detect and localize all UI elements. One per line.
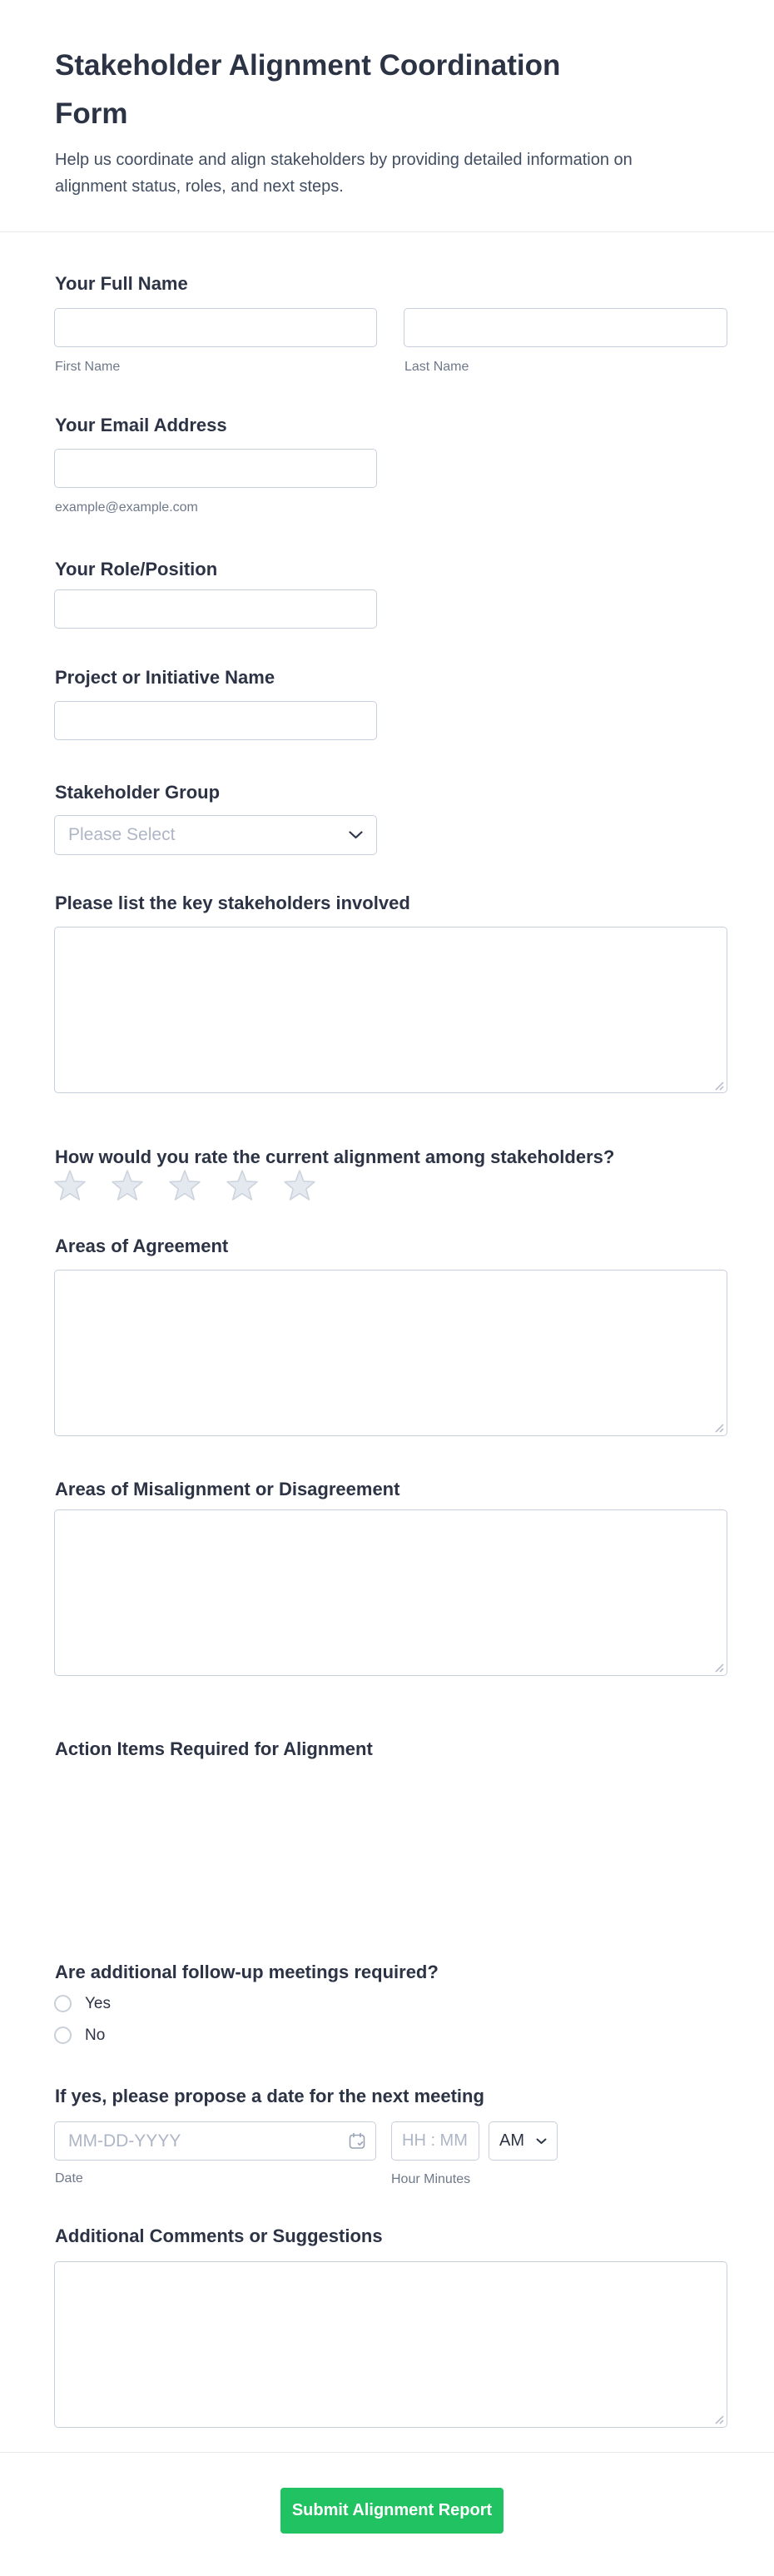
chevron-down-icon bbox=[349, 831, 363, 839]
followup-no-radio[interactable] bbox=[54, 2026, 72, 2044]
form-title-line1: Stakeholder Alignment Coordination bbox=[55, 49, 561, 82]
last-name-input[interactable] bbox=[404, 308, 727, 347]
role-input[interactable] bbox=[54, 589, 377, 629]
date-sublabel: Date bbox=[55, 2171, 83, 2186]
areas-misalignment-textarea[interactable] bbox=[54, 1509, 727, 1676]
stakeholder-group-select[interactable] bbox=[54, 815, 377, 855]
followup-yes-label[interactable]: Yes bbox=[85, 1995, 111, 2012]
comments-textarea[interactable] bbox=[54, 2261, 727, 2428]
form-title bbox=[55, 42, 560, 138]
followup-label: Are additional follow-up meetings required? bbox=[55, 1962, 439, 1982]
ampm-select[interactable] bbox=[489, 2121, 558, 2161]
form-subtitle bbox=[55, 147, 633, 200]
role-label: Your Role/Position bbox=[55, 559, 218, 579]
form-subtitle-line1: Help us coordinate and align stakeholders by providing detailed information on bbox=[55, 151, 633, 169]
first-name-input[interactable] bbox=[54, 308, 377, 347]
meeting-time-input[interactable] bbox=[391, 2121, 479, 2161]
full-name-label: Your Full Name bbox=[55, 273, 188, 294]
next-meeting-label: If yes, please propose a date for the next meeting bbox=[55, 2086, 484, 2106]
star-icon[interactable] bbox=[168, 1168, 201, 1203]
time-sublabel: Hour Minutes bbox=[391, 2172, 471, 2186]
areas-agreement-textarea[interactable] bbox=[54, 1270, 727, 1436]
form-title-line2: Form bbox=[55, 97, 128, 130]
areas-misalignment-label: Areas of Misalignment or Disagreement bbox=[55, 1479, 400, 1499]
star-icon[interactable] bbox=[53, 1168, 87, 1203]
stakeholder-group-select-value: Please Select bbox=[68, 825, 176, 844]
email-input[interactable] bbox=[54, 449, 377, 488]
action-items-empty-area bbox=[54, 1769, 727, 1948]
project-input[interactable] bbox=[54, 701, 377, 740]
followup-no-label[interactable]: No bbox=[85, 2026, 106, 2044]
header-divider bbox=[0, 231, 774, 232]
areas-agreement-label: Areas of Agreement bbox=[55, 1236, 229, 1256]
ampm-select-value: AM bbox=[499, 2131, 524, 2150]
submit-button[interactable]: Submit Alignment Report bbox=[280, 2488, 504, 2534]
action-items-label: Action Items Required for Alignment bbox=[55, 1738, 373, 1759]
last-name-sublabel: Last Name bbox=[404, 360, 469, 374]
comments-label: Additional Comments or Suggestions bbox=[55, 2225, 383, 2246]
email-label: Your Email Address bbox=[55, 415, 227, 435]
followup-yes-radio[interactable] bbox=[54, 1995, 72, 2012]
star-icon[interactable] bbox=[283, 1168, 316, 1203]
star-icon[interactable] bbox=[111, 1168, 144, 1203]
key-stakeholders-label: Please list the key stakeholders involved bbox=[55, 893, 410, 913]
first-name-sublabel: First Name bbox=[55, 360, 121, 374]
star-rating-group bbox=[53, 1168, 316, 1203]
email-sublabel: example@example.com bbox=[55, 500, 198, 515]
key-stakeholders-textarea[interactable] bbox=[54, 927, 727, 1093]
footer-divider bbox=[0, 2452, 774, 2453]
chevron-down-icon bbox=[536, 2138, 547, 2145]
project-label: Project or Initiative Name bbox=[55, 667, 275, 688]
star-icon[interactable] bbox=[226, 1168, 259, 1203]
stakeholder-group-label: Stakeholder Group bbox=[55, 782, 221, 803]
form-subtitle-line2: alignment status, roles, and next steps. bbox=[55, 177, 344, 196]
alignment-rating-label: How would you rate the current alignment among stakeholders? bbox=[55, 1146, 615, 1167]
meeting-date-input[interactable] bbox=[54, 2121, 376, 2161]
